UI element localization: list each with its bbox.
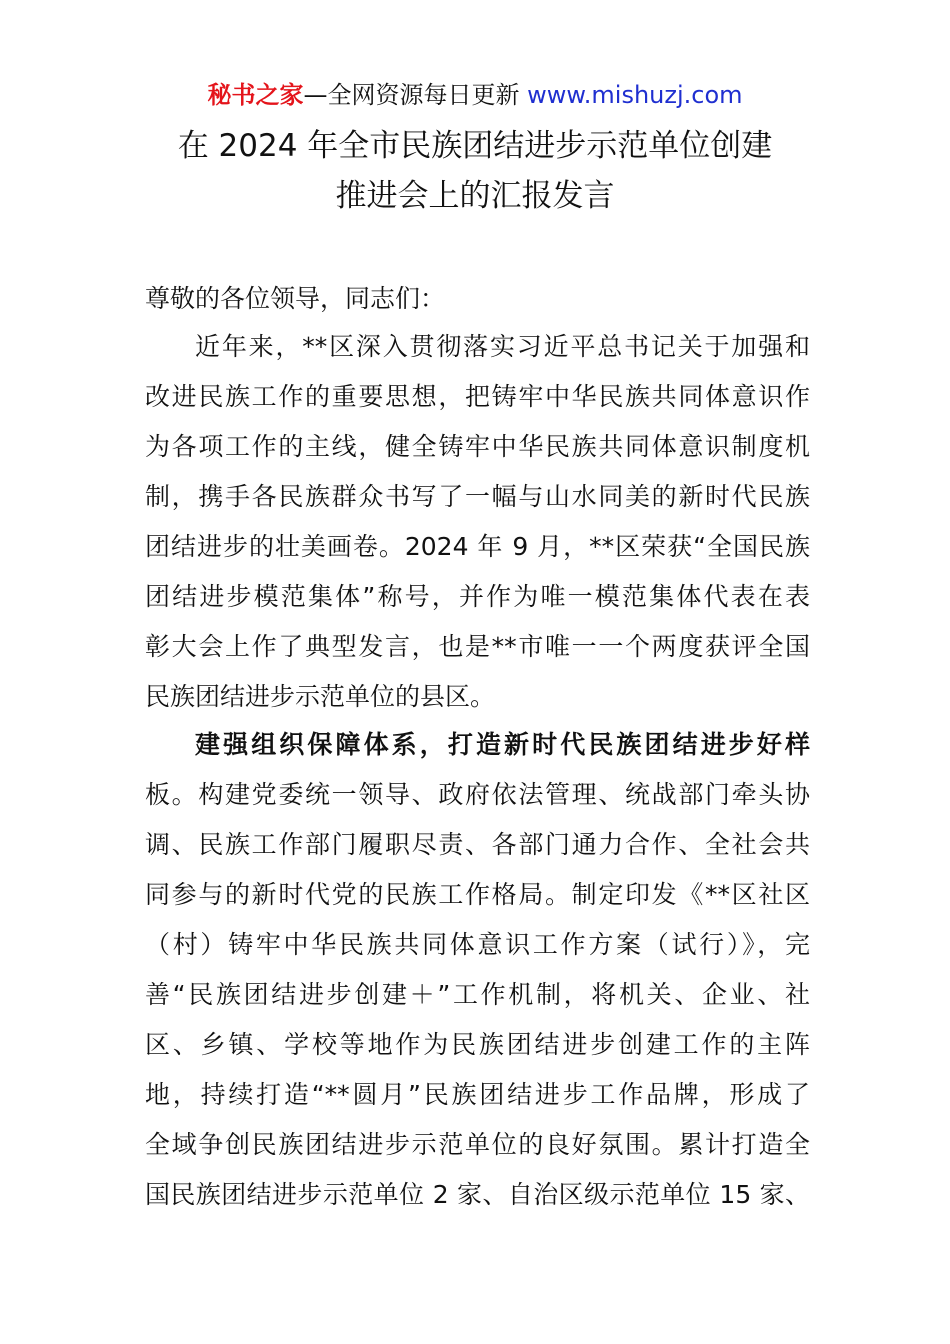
paragraph-line: 全域争创民族团结进步示范单位的良好氛围。累计打造全 [145,1130,810,1159]
brand-website: www.mishuzj.com [527,81,743,109]
paragraph-line: 改进民族工作的重要思想，把铸牢中华民族共同体意识作 [145,382,810,411]
paragraph-line: 民族团结进步示范单位的县区。 [145,682,496,711]
brand-tagline: —全网资源每日更新 [303,81,528,109]
paragraph-line: 调、民族工作部门履职尽责、各部门通力合作、全社会共 [145,830,810,859]
paragraph-line: 同参与的新时代党的民族工作格局。制定印发《**区社区 [145,880,810,909]
salutation: 尊敬的各位领导，同志们： [145,284,446,313]
paragraph-line: 国民族团结进步示范单位 2 家、自治区级示范单位 15 家、 [145,1180,810,1209]
paragraph-line: 地，持续打造“**圆月”民族团结进步工作品牌，形成了 [145,1080,810,1109]
document-title-line-2: 推进会上的汇报发言 [335,178,615,214]
paragraph-line: 近年来，**区深入贯彻落实习近平总书记关于加强和 [195,332,810,361]
watermark-banner [0,78,950,112]
paragraph-2 [145,720,810,1220]
paragraph-line: （村）铸牢中华民族共同体意识工作方案（试行）》，完 [145,930,810,959]
paragraph-line: 善“民族团结进步创建＋”工作机制，将机关、企业、社 [145,980,810,1009]
paragraph-line: 为各项工作的主线，健全铸牢中华民族共同体意识制度机 [145,432,810,461]
paragraph-line: 团结进步模范集体”称号，并作为唯一模范集体代表在表 [145,582,810,611]
document-title-line-1: 在 2024 年全市民族团结进步示范单位创建 [177,128,773,164]
paragraph-line: 团结进步的壮美画卷。2024 年 9 月，**区荣获“全国民族 [145,532,810,561]
section-heading: 建强组织保障体系，打造新时代民族团结进步好样 [195,730,810,759]
paragraph-1 [145,322,810,722]
paragraph-line: 彰大会上作了典型发言，也是**市唯一一个两度获评全国 [145,632,810,661]
paragraph-line: 板。构建党委统一领导、政府依法管理、统战部门牵头协 [145,780,810,809]
brand-name: 秘书之家 [207,81,304,109]
paragraph-line: 区、乡镇、学校等地作为民族团结进步创建工作的主阵 [145,1030,810,1059]
paragraph-line: 制，携手各民族群众书写了一幅与山水同美的新时代民族 [145,482,810,511]
